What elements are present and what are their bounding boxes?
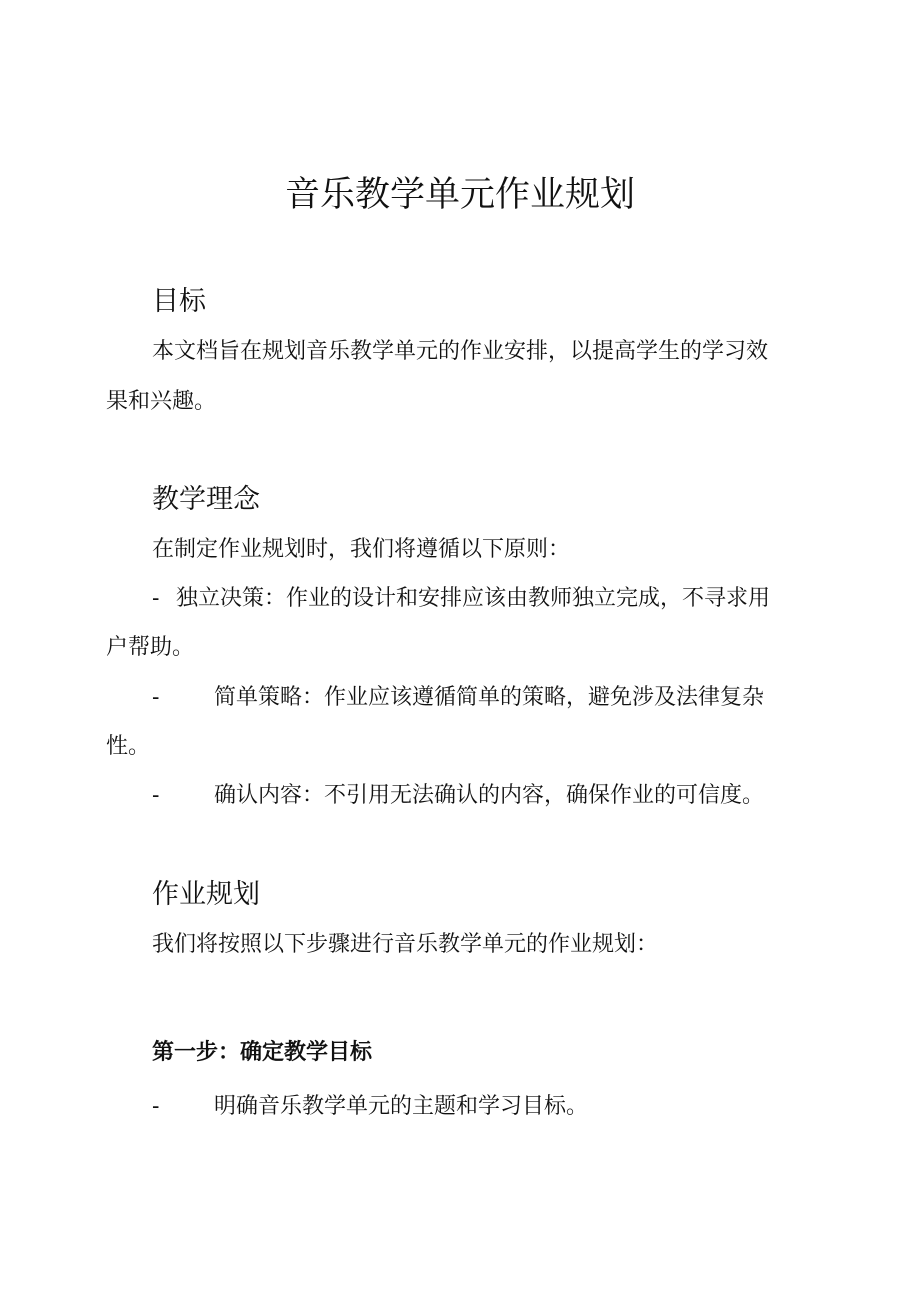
principle-verify: 确认内容：不引用无法确认的内容，确保作业的可信度。 bbox=[214, 783, 765, 808]
list-dash: - bbox=[152, 783, 160, 808]
section-heading-plan: 作业规划 bbox=[152, 879, 260, 910]
principle-simple-line-1: 简单策略：作业应该遵循简单的策略，避免涉及法律复杂 bbox=[214, 685, 765, 710]
document-title: 音乐教学单元作业规划 bbox=[284, 175, 635, 215]
step1-item: 明确音乐教学单元的主题和学习目标。 bbox=[214, 1094, 589, 1119]
philosophy-intro: 在制定作业规划时，我们将遵循以下原则： bbox=[152, 537, 571, 562]
section-heading-philosophy: 教学理念 bbox=[152, 484, 260, 515]
list-dash: - bbox=[152, 685, 160, 710]
step1-heading: 第一步：确定教学目标 bbox=[152, 1040, 373, 1065]
list-dash: - bbox=[152, 1094, 160, 1119]
principle-simple-line-2: 性。 bbox=[106, 734, 151, 759]
section-heading-goal: 目标 bbox=[152, 286, 206, 317]
plan-intro: 我们将按照以下步骤进行音乐教学单元的作业规划： bbox=[152, 932, 659, 957]
list-dash: - bbox=[152, 586, 160, 611]
principle-independent-line-1: 独立决策：作业的设计和安排应该由教师独立完成，不寻求用 bbox=[176, 586, 771, 611]
goal-paragraph-line-1: 本文档旨在规划音乐教学单元的作业安排，以提高学生的学习效 bbox=[152, 339, 769, 364]
goal-paragraph-line-2: 果和兴趣。 bbox=[106, 389, 217, 414]
principle-independent-line-2: 户帮助。 bbox=[106, 635, 195, 660]
